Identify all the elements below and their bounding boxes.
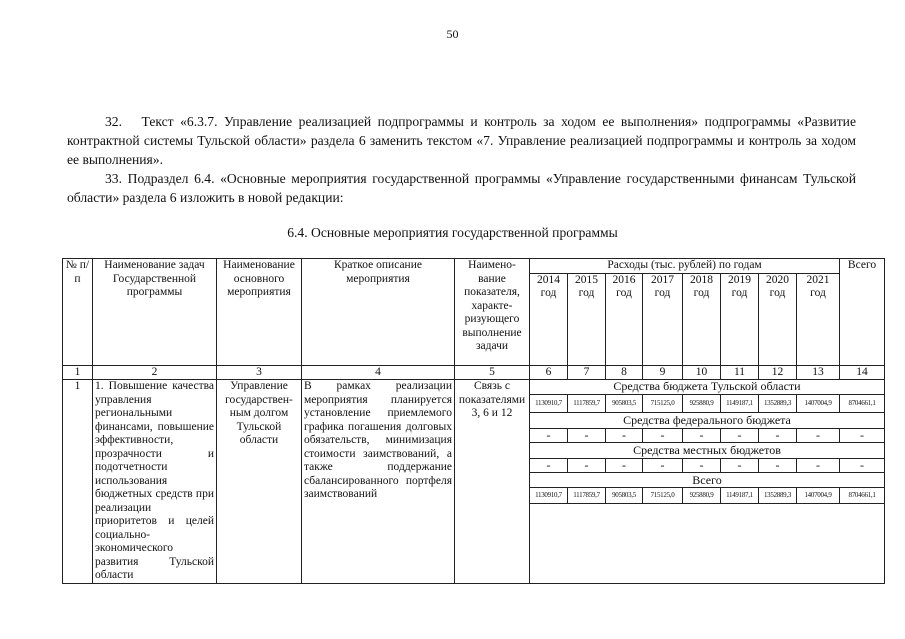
column-number: 11 xyxy=(721,365,759,380)
funding-value: 925880,9 xyxy=(683,394,721,413)
funding-value: - xyxy=(568,428,606,443)
funding-value: - xyxy=(721,428,759,443)
funding-source-label: Средства местных бюджетов xyxy=(530,443,885,459)
funding-value: 1407004,9 xyxy=(797,394,840,413)
header-year: 2020 год xyxy=(759,273,797,365)
column-number: 12 xyxy=(759,365,797,380)
funding-value: 905803,5 xyxy=(606,394,643,413)
funding-value: 1130910,7 xyxy=(530,487,568,503)
funding-source-label: Средства бюджета Тульской области xyxy=(530,380,885,395)
funding-value: 1117859,7 xyxy=(568,487,606,503)
funding-value: 1117859,7 xyxy=(568,394,606,413)
funding-value: 905803,5 xyxy=(606,487,643,503)
header-expenses: Расходы (тыс. рублей) по годам xyxy=(530,259,840,274)
funding-value: - xyxy=(606,458,643,473)
header-year: 2014 год xyxy=(530,273,568,365)
header-year: 2017 год xyxy=(643,273,683,365)
header-num: № п/п xyxy=(63,259,93,366)
column-number: 14 xyxy=(840,365,885,380)
header-description: Краткое описание мероприятия xyxy=(302,259,455,366)
column-number: 2 xyxy=(93,365,217,380)
funding-value: 8704661,1 xyxy=(840,487,885,503)
column-number: 10 xyxy=(683,365,721,380)
header-activity: Наименование основного мероприятия xyxy=(217,259,302,366)
header-year: 2016 год xyxy=(606,273,643,365)
funding-value: - xyxy=(606,428,643,443)
activity-cell: Управление государствен-ным долгом Тульской области xyxy=(217,380,302,584)
task-cell: 1. Повышение качества управления региональными финансами, повышение эффективности, прозрачности и подотчетности использования бюджетных средств при реализации приоритетов и целей социально-экономического развития Тульской области xyxy=(93,380,217,584)
funding-value: 8704661,1 xyxy=(840,394,885,413)
funding-value: - xyxy=(721,458,759,473)
header-total: Всего xyxy=(840,259,885,366)
funding-value: 1149187,1 xyxy=(721,487,759,503)
funding-value: - xyxy=(840,428,885,443)
header-year: 2015 год xyxy=(568,273,606,365)
funding-value: - xyxy=(797,428,840,443)
funding-value: - xyxy=(683,428,721,443)
funding-value: - xyxy=(568,458,606,473)
row-number: 1 xyxy=(63,380,93,584)
column-number: 7 xyxy=(568,365,606,380)
funding-value: - xyxy=(530,458,568,473)
indicator-cell: Связь с показателями 3, 6 и 12 xyxy=(455,380,530,584)
paragraph-32: 32. Текст «6.3.7. Управление реализацией подпрограммы и контроль за ходом ее выполнения» подпрограммы «Развитие контрактной системы Тульской области» раздела 6 заменить текстом «7. Управление реализацией подпрограммы и контроль за ходом ее выполнения». xyxy=(67,114,856,167)
funding-value: 1352889,3 xyxy=(759,394,797,413)
column-number: 8 xyxy=(606,365,643,380)
funding-value: - xyxy=(759,428,797,443)
header-year: 2021 год xyxy=(797,273,840,365)
page-number: 50 xyxy=(446,27,459,41)
funding-value: - xyxy=(643,458,683,473)
activities-table xyxy=(62,258,885,584)
description-cell: В рамках реализации мероприятия планируется установление приемлемого графика погашения долговых обязательств, минимизация стоимости заимствований, а также поддержание сбалансированного портфеля заимствований xyxy=(302,380,455,584)
header-year: 2018 год xyxy=(683,273,721,365)
column-number: 1 xyxy=(63,365,93,380)
funding-source-label: Всего xyxy=(530,473,885,488)
funding-value: 715125,0 xyxy=(643,487,683,503)
funding-value: 1407004,9 xyxy=(797,487,840,503)
header-year: 2019 год xyxy=(721,273,759,365)
column-number: 6 xyxy=(530,365,568,380)
column-number: 9 xyxy=(643,365,683,380)
funding-value: - xyxy=(797,458,840,473)
header-task: Наименование задач Государственной программы xyxy=(93,259,217,366)
table-title: 6.4. Основные мероприятия государственной программы xyxy=(287,225,618,240)
funding-value: 1149187,1 xyxy=(721,394,759,413)
funding-value: - xyxy=(530,428,568,443)
column-number: 13 xyxy=(797,365,840,380)
funding-value: - xyxy=(643,428,683,443)
funding-value: 1130910,7 xyxy=(530,394,568,413)
funding-value: - xyxy=(840,458,885,473)
funding-value: - xyxy=(759,458,797,473)
funding-value: 925880,9 xyxy=(683,487,721,503)
column-number: 4 xyxy=(302,365,455,380)
column-number: 5 xyxy=(455,365,530,380)
column-number: 3 xyxy=(217,365,302,380)
paragraph-33: 33. Подраздел 6.4. «Основные мероприятия государственной программы «Управление государственными финансам Тульской области» раздела 6 изложить в новой редакции: xyxy=(67,171,856,205)
funding-source-label: Средства федерального бюджета xyxy=(530,413,885,429)
header-indicator: Наимено-вание показателя, характе-ризующего выполнение задачи xyxy=(455,259,530,366)
funding-value: 715125,0 xyxy=(643,394,683,413)
funding-value: - xyxy=(683,458,721,473)
funding-value: 1352889,3 xyxy=(759,487,797,503)
